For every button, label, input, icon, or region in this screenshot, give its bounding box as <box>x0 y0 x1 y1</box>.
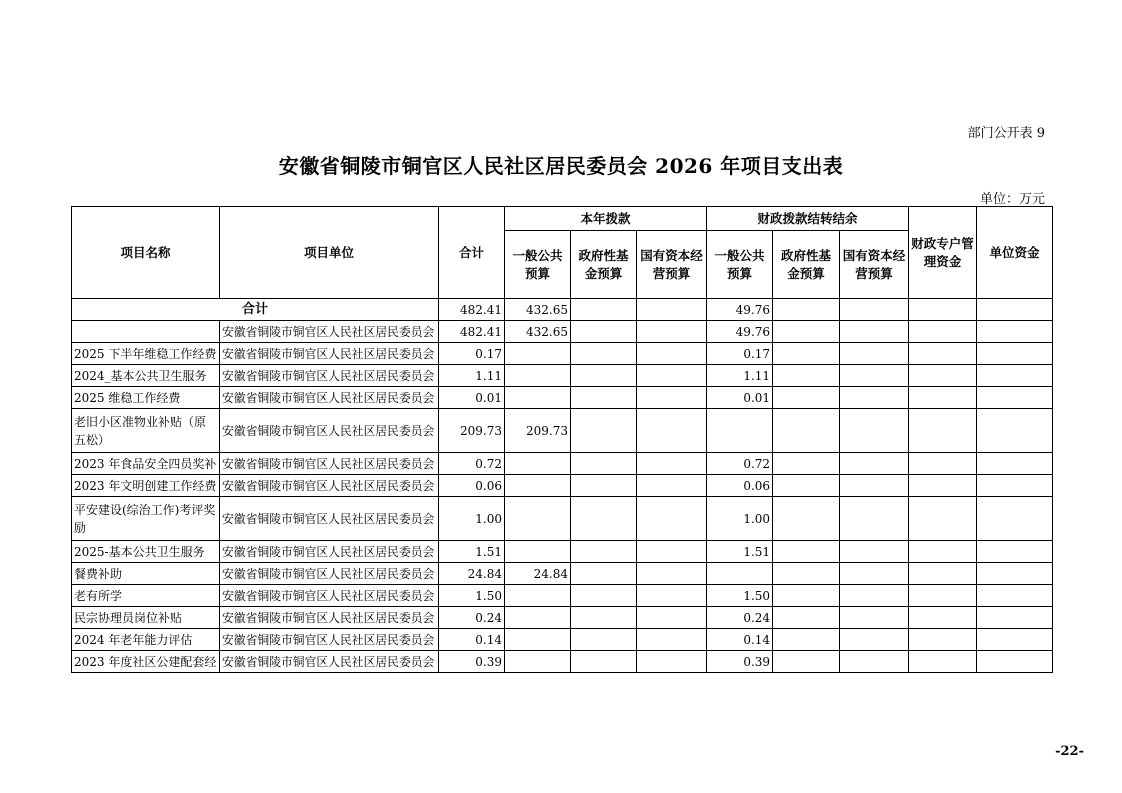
empty-cell <box>571 475 637 497</box>
empty-cell <box>637 343 707 365</box>
carry-general-cell: 0.01 <box>707 387 773 409</box>
carry-general-cell: 0.14 <box>707 629 773 651</box>
project-name-cell: 2025 维稳工作经费 <box>72 387 220 409</box>
project-unit-cell: 安徽省铜陵市铜官区人民社区居民委员会 <box>220 651 439 673</box>
page-number: -22- <box>1055 744 1084 759</box>
project-unit-cell: 安徽省铜陵市铜官区人民社区居民委员会 <box>220 629 439 651</box>
table-row <box>72 585 1053 607</box>
table-row <box>72 343 1053 365</box>
carry-general-cell: 0.39 <box>707 651 773 673</box>
total-cell: 0.14 <box>439 629 505 651</box>
carry-general-cell: 1.11 <box>707 365 773 387</box>
page-title: 安徽省铜陵市铜官区人民社区居民委员会 2026 年项目支出表 <box>278 154 844 178</box>
empty-cell <box>909 629 977 651</box>
empty-cell <box>773 453 840 475</box>
empty-cell <box>637 387 707 409</box>
header-unit-funds: 单位资金 <box>977 207 1053 299</box>
empty-cell <box>637 299 707 321</box>
empty-cell <box>571 365 637 387</box>
empty-cell <box>840 607 909 629</box>
total-cell: 0.24 <box>439 607 505 629</box>
project-name-cell: 老旧小区准物业补贴（原五松） <box>72 409 220 453</box>
empty-cell <box>773 563 840 585</box>
cur-general-cell <box>505 453 571 475</box>
table-row <box>72 541 1053 563</box>
total-label: 合计 <box>72 299 439 321</box>
empty-cell <box>637 321 707 343</box>
empty-cell <box>977 343 1053 365</box>
empty-cell <box>977 299 1053 321</box>
empty-cell <box>637 629 707 651</box>
project-name-cell: 2024_基本公共卫生服务 <box>72 365 220 387</box>
project-name-cell: 2023 年食品安全四员奖补 <box>72 453 220 475</box>
empty-cell <box>571 497 637 541</box>
total-cell: 1.00 <box>439 497 505 541</box>
project-unit-cell: 安徽省铜陵市铜官区人民社区居民委员会 <box>220 475 439 497</box>
project-unit-cell: 安徽省铜陵市铜官区人民社区居民委员会 <box>220 563 439 585</box>
header-total: 合计 <box>439 207 505 299</box>
carry-general-cell: 49.76 <box>707 321 773 343</box>
empty-cell <box>637 475 707 497</box>
header-carryover: 财政拨款结转结余 <box>707 207 909 231</box>
total-cell: 1.50 <box>439 585 505 607</box>
empty-cell <box>840 299 909 321</box>
empty-cell <box>977 651 1053 673</box>
empty-cell <box>909 387 977 409</box>
total-cell: 0.01 <box>439 387 505 409</box>
empty-cell <box>637 585 707 607</box>
project-name-cell: 2025-基本公共卫生服务 <box>72 541 220 563</box>
table-row <box>72 563 1053 585</box>
total-cell: 482.41 <box>439 299 505 321</box>
empty-cell <box>909 475 977 497</box>
empty-cell <box>840 541 909 563</box>
empty-cell <box>909 651 977 673</box>
empty-cell <box>773 629 840 651</box>
empty-cell <box>840 321 909 343</box>
total-cell: 0.17 <box>439 343 505 365</box>
empty-cell <box>909 541 977 563</box>
table-row <box>72 387 1053 409</box>
empty-cell <box>571 299 637 321</box>
cur-general-cell <box>505 607 571 629</box>
cur-general-cell <box>505 475 571 497</box>
carry-general-cell: 1.51 <box>707 541 773 563</box>
table-row <box>72 497 1053 541</box>
table-row <box>72 321 1053 343</box>
empty-cell <box>571 585 637 607</box>
empty-cell <box>840 453 909 475</box>
empty-cell <box>773 651 840 673</box>
project-unit-cell: 安徽省铜陵市铜官区人民社区居民委员会 <box>220 343 439 365</box>
empty-cell <box>571 563 637 585</box>
empty-cell <box>773 321 840 343</box>
project-unit-cell: 安徽省铜陵市铜官区人民社区居民委员会 <box>220 365 439 387</box>
empty-cell <box>773 497 840 541</box>
empty-cell <box>909 607 977 629</box>
total-cell: 482.41 <box>439 321 505 343</box>
carry-general-cell: 1.00 <box>707 497 773 541</box>
project-name-cell: 民宗协理员岗位补贴 <box>72 607 220 629</box>
header-current-allocation: 本年拨款 <box>505 207 707 231</box>
empty-cell <box>637 651 707 673</box>
empty-cell <box>571 629 637 651</box>
header-cur-gov-fund: 政府性基金预算 <box>571 231 637 299</box>
empty-cell <box>773 365 840 387</box>
empty-cell <box>840 409 909 453</box>
project-unit-cell: 安徽省铜陵市铜官区人民社区居民委员会 <box>220 541 439 563</box>
carry-general-cell: 0.06 <box>707 475 773 497</box>
total-cell: 1.11 <box>439 365 505 387</box>
project-name-cell: 平安建设(综治工作)考评奖励 <box>72 497 220 541</box>
empty-cell <box>909 365 977 387</box>
empty-cell <box>909 343 977 365</box>
project-name-cell: 2023 年文明创建工作经费 <box>72 475 220 497</box>
total-cell: 1.51 <box>439 541 505 563</box>
cur-general-cell <box>505 585 571 607</box>
empty-cell <box>637 409 707 453</box>
empty-cell <box>840 387 909 409</box>
empty-cell <box>571 409 637 453</box>
cur-general-cell: 24.84 <box>505 563 571 585</box>
table-row <box>72 651 1053 673</box>
empty-cell <box>571 453 637 475</box>
carry-general-cell: 0.24 <box>707 607 773 629</box>
carry-general-cell <box>707 409 773 453</box>
carry-general-cell: 0.17 <box>707 343 773 365</box>
empty-cell <box>571 321 637 343</box>
header-cur-state-capital: 国有资本经营预算 <box>637 231 707 299</box>
empty-cell <box>909 299 977 321</box>
empty-cell <box>840 343 909 365</box>
cur-general-cell <box>505 629 571 651</box>
empty-cell <box>773 299 840 321</box>
table-row <box>72 607 1053 629</box>
total-cell: 24.84 <box>439 563 505 585</box>
empty-cell <box>773 343 840 365</box>
empty-cell <box>977 475 1053 497</box>
table-row <box>72 453 1053 475</box>
empty-cell <box>773 387 840 409</box>
total-row <box>72 299 1053 321</box>
empty-cell <box>571 651 637 673</box>
empty-cell <box>637 541 707 563</box>
total-cell: 209.73 <box>439 409 505 453</box>
project-name-cell: 老有所学 <box>72 585 220 607</box>
empty-cell <box>909 409 977 453</box>
table-row <box>72 409 1053 453</box>
empty-cell <box>773 541 840 563</box>
empty-cell <box>977 563 1053 585</box>
total-cell: 0.06 <box>439 475 505 497</box>
empty-cell <box>840 365 909 387</box>
empty-cell <box>909 563 977 585</box>
total-cell: 0.39 <box>439 651 505 673</box>
empty-cell <box>909 453 977 475</box>
project-name-cell: 2025 下半年维稳工作经费 <box>72 343 220 365</box>
carry-general-cell: 0.72 <box>707 453 773 475</box>
empty-cell <box>977 607 1053 629</box>
header-project-unit: 项目单位 <box>220 207 439 299</box>
empty-cell <box>773 585 840 607</box>
empty-cell <box>977 365 1053 387</box>
project-unit-cell: 安徽省铜陵市铜官区人民社区居民委员会 <box>220 497 439 541</box>
cur-general-cell: 209.73 <box>505 409 571 453</box>
project-name-cell: 2023 年度社区公建配套经 <box>72 651 220 673</box>
empty-cell <box>637 607 707 629</box>
empty-cell <box>773 607 840 629</box>
empty-cell <box>840 497 909 541</box>
cur-general-cell: 432.65 <box>505 321 571 343</box>
project-name-cell <box>72 321 220 343</box>
empty-cell <box>977 497 1053 541</box>
empty-cell <box>977 387 1053 409</box>
carry-general-cell: 1.50 <box>707 585 773 607</box>
empty-cell <box>840 629 909 651</box>
table-row <box>72 365 1053 387</box>
table-code: 部门公开表 9 <box>967 126 1045 141</box>
header-fiscal-special: 财政专户管理资金 <box>909 207 977 299</box>
project-unit-cell: 安徽省铜陵市铜官区人民社区居民委员会 <box>220 453 439 475</box>
project-unit-cell: 安徽省铜陵市铜官区人民社区居民委员会 <box>220 585 439 607</box>
header-carry-general: 一般公共预算 <box>707 231 773 299</box>
cur-general-cell: 432.65 <box>505 299 571 321</box>
unit-label: 单位：万元 <box>979 192 1045 207</box>
carry-general-cell: 49.76 <box>707 299 773 321</box>
header-carry-gov-fund: 政府性基金预算 <box>773 231 840 299</box>
project-unit-cell: 安徽省铜陵市铜官区人民社区居民委员会 <box>220 321 439 343</box>
project-unit-cell: 安徽省铜陵市铜官区人民社区居民委员会 <box>220 409 439 453</box>
cur-general-cell <box>505 365 571 387</box>
empty-cell <box>637 497 707 541</box>
empty-cell <box>909 497 977 541</box>
table-row <box>72 629 1053 651</box>
empty-cell <box>977 629 1053 651</box>
empty-cell <box>977 321 1053 343</box>
header-project-name: 项目名称 <box>72 207 220 299</box>
empty-cell <box>637 365 707 387</box>
empty-cell <box>637 563 707 585</box>
empty-cell <box>909 321 977 343</box>
project-name-cell: 2024 年老年能力评估 <box>72 629 220 651</box>
empty-cell <box>571 607 637 629</box>
cur-general-cell <box>505 651 571 673</box>
empty-cell <box>773 475 840 497</box>
empty-cell <box>637 453 707 475</box>
total-cell: 0.72 <box>439 453 505 475</box>
empty-cell <box>909 585 977 607</box>
empty-cell <box>840 475 909 497</box>
cur-general-cell <box>505 497 571 541</box>
empty-cell <box>571 541 637 563</box>
project-unit-cell: 安徽省铜陵市铜官区人民社区居民委员会 <box>220 387 439 409</box>
project-unit-cell: 安徽省铜陵市铜官区人民社区居民委员会 <box>220 607 439 629</box>
empty-cell <box>977 453 1053 475</box>
empty-cell <box>571 387 637 409</box>
cur-general-cell <box>505 541 571 563</box>
header-cur-general: 一般公共预算 <box>505 231 571 299</box>
empty-cell <box>840 651 909 673</box>
empty-cell <box>840 563 909 585</box>
carry-general-cell <box>707 563 773 585</box>
empty-cell <box>977 409 1053 453</box>
empty-cell <box>977 541 1053 563</box>
table-row <box>72 475 1053 497</box>
project-name-cell: 餐费补助 <box>72 563 220 585</box>
empty-cell <box>571 343 637 365</box>
cur-general-cell <box>505 387 571 409</box>
empty-cell <box>977 585 1053 607</box>
empty-cell <box>840 585 909 607</box>
empty-cell <box>773 409 840 453</box>
header-carry-state-capital: 国有资本经营预算 <box>840 231 909 299</box>
project-expenditure-table <box>71 206 1053 673</box>
cur-general-cell <box>505 343 571 365</box>
